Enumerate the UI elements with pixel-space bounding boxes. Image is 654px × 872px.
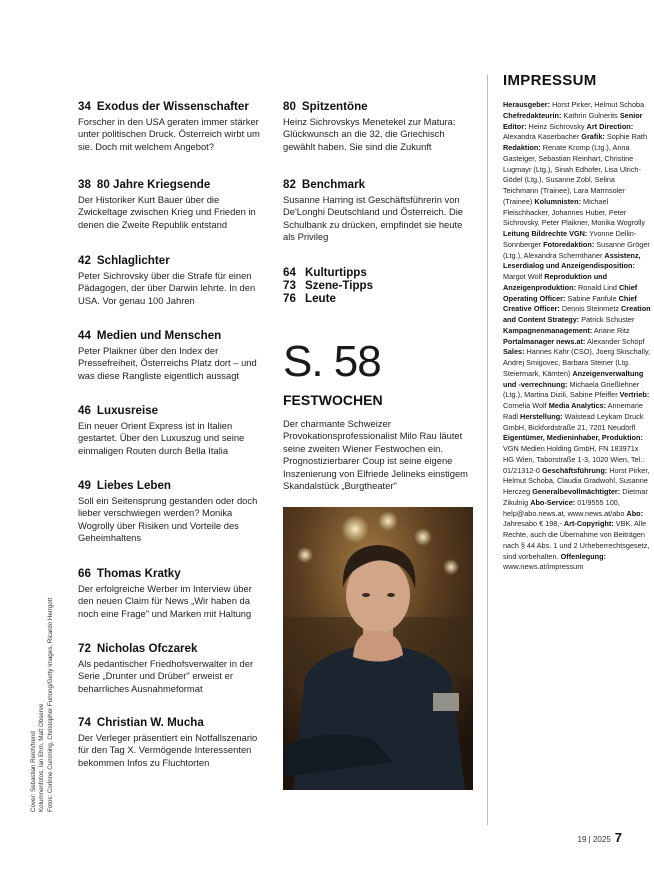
entry-title: Nicholas Ofczarek xyxy=(96,642,198,655)
entry-text: Peter Sichrovsky über die Strafe für einen Pädagogen, der über Darwin lehrte. In den USA. Vor genau 100 Jahren xyxy=(78,270,256,306)
entry-title: Luxusreise xyxy=(96,404,159,417)
page-number: 49 xyxy=(78,479,91,492)
entry-text: Peter Plaikner über den Index der Pressefreiheit, Österreichs Platz dort – und was diese Rangliste eigentlich aussagt xyxy=(78,345,257,381)
entry-title: Thomas Kratky xyxy=(96,567,181,580)
list-item xyxy=(283,178,473,244)
list-item xyxy=(78,642,268,695)
page-number: 74 xyxy=(78,716,91,729)
list-item xyxy=(78,404,268,457)
list-item: 73 Szene-Tipps xyxy=(283,279,374,292)
page-number: 38 xyxy=(78,178,91,191)
impressum-text: Herausgeber: Horst Pirker, Helmut Schoba Chefredakteurin: Kathrin Gulnerits Senior Editor: Heinz Sichrovsky Art Direction: Alexandra Kaserbacher Grafik: Sophie Rath Redaktion: Renate Kromp (Ltg.), Anna Gasteiger, Sebastian Reinhart, Christine Lugmayr (Ltg.), Sinah Edhofer, Lisa Ulrich-Gödel (Ltg.), Susanne Zobl, Selina Teichmann (Trainee), Lara Marmsoler (Trainee) Kolumnisten: Michael Fleischhacker, Johannes Huber, Peter Sichrovsky, Peter Plaikner, Monika Wogrolly Leitung Bildrechte VGN: Yvonne Dellin-Sonnberger Fotoredaktion: Susanne Gröger (Ltg.), Alexandra Schernthaner Assistenz, Leserdialog und Anzeigendisposition: Margot Wolf Reproduktion und Anzeigenproduktion: Ronald Lind Chief Operating Officer: Sabine Fanfule Chief Creative Officer: Dennis Steinmetz Creation and Content Strategy: Patrick Schuster Kampagnenmanagement: Ariane Ritz Portalmanager news.at: Alexander Schöpf Sales: Hannes Kahr (CSO), Joerg Skischally, Andrej Smigovec, Barbara Steiner (Ltg. Steiermark, Kärnten) Anzeigenverwaltung und -verrechnung: Michaela Grießlehner (Ltg.), Martina Dizili, Sabine Pfeiffer Vertrieb: Cornelia Wolf Media Analytics: Annemarie Radl Herstellung: Walstead Leykam Druck GmbH, Bickfordstraße 21, 7201 Neudörfl Eigentümer, Medieninhaber, Produktion: VGN Medien Holding GmbH, FN 183971x HG Wien, Taborstraße 1-3, 1020 Wien, Tel.: 01/21312-0 Geschäftsführung: Horst Pirker, Helmut Schoba, Claudia Gradwohl, Susanne Herczeg Generalbevollmächtigter: Dietmar Zikulnig Abo-Service: 01/9555 100, help@abo.news.at, www.news.at/abo Abo: Jahresabo € 198,- Art-Copyright: VBK. Alle Rechte, auch die Übernahme von Beiträgen nach § 44 Abs. 1 und 2 Urheberrechtsgesetz, sind vorbehalten. Offenlegung: www.news.at/impressum xyxy=(503,100,651,572)
entry-text: Heinz Sichrovskys Menetekel zur Matura: Glückwunsch an die 32, die Griechisch gewählt haben. Sie sind die Zukunft xyxy=(283,116,456,152)
page-number: 46 xyxy=(78,404,91,417)
entry-title: Spitzentöne xyxy=(301,100,368,113)
page-number: 80 xyxy=(283,100,296,113)
folio xyxy=(578,830,622,845)
feature-title: FESTWOCHEN xyxy=(283,392,383,408)
feature-photo xyxy=(283,507,473,790)
page-folio-number: 7 xyxy=(614,830,622,845)
feature-page-number: S. 58 xyxy=(283,337,381,386)
entry-title: Exodus der Wissenschafter xyxy=(96,100,249,113)
page-number: 44 xyxy=(78,329,91,342)
list-item: 76 Leute xyxy=(283,292,336,305)
entry-title: Medien und Menschen xyxy=(96,329,222,342)
page-number: 72 xyxy=(78,642,91,655)
entry-text: Susanne Harring ist Geschäftsführerin von De'Longhi Deutschland und Österreich. Die Schulbank zu drücken, empfindet sie heute als Privileg xyxy=(283,194,464,243)
entry-title: 80 Jahre Kriegsende xyxy=(96,178,211,191)
list-item xyxy=(78,329,268,382)
entry-text: Soll ein Seitensprung gestanden oder doch lieber verschwiegen werden? Monika Wogrolly über Risiken und Vorteile des Geheimhaltens xyxy=(78,495,258,544)
page-number: 42 xyxy=(78,254,91,267)
list-item: 64 Kulturtipps xyxy=(283,266,367,279)
list-item xyxy=(78,567,268,620)
list-item xyxy=(78,479,268,545)
list-item xyxy=(78,100,268,153)
entry-title: Schlaglichter xyxy=(96,254,170,267)
list-item xyxy=(78,716,268,769)
page-number: 82 xyxy=(283,178,296,191)
entry-text: Als pedantischer Friedhofsverwalter in der Serie „Drunter und Drüber" erweist er beharrliches Ausnahmeformat xyxy=(78,658,254,694)
entry-title: Benchmark xyxy=(301,178,366,191)
entry-title: Liebes Leben xyxy=(96,479,171,492)
entry-title: Christian W. Mucha xyxy=(96,716,204,729)
entry-text: Der Verleger präsentiert ein Notfallszenario für den Tag X. Vermögende Interessenten bekommen Infos zu Fluchtorten xyxy=(78,732,258,768)
list-item xyxy=(78,254,268,307)
entry-text: Der Historiker Kurt Bauer über die Zwickeltage zwischen Krieg und Frieden in denen die Zweite Republik entstand xyxy=(78,194,256,230)
issue-label: 19 | 2025 xyxy=(577,835,611,844)
entry-text: Ein neuer Orient Express ist in Italien gestartet. Über den Luxuszug und seine einmaligen Routen durch Bella Italia xyxy=(78,420,245,456)
column-divider xyxy=(487,75,488,825)
entry-text: Forscher in den USA geraten immer stärker unter politischen Druck. Österreich wirbt um sie. Doch mit welchem Angebot? xyxy=(78,116,260,152)
entry-text: Der erfolgreiche Werber im Interview über den neuen Claim für News „Wir haben da noch eine Frage" und Marken mit Haltung xyxy=(78,583,252,619)
photo-credits: Cover: Sebastian Reich/trend Kolumnenfotos: Ian Ehm, Matt Observe Fotos: Corinne Cumming, Christopher Furlong/Getty Images, Ricardo Herrgott xyxy=(30,597,54,812)
page-number: 66 xyxy=(78,567,91,580)
short-items-list xyxy=(283,266,373,305)
impressum-title: IMPRESSUM xyxy=(503,72,597,89)
list-item xyxy=(78,178,268,231)
list-item xyxy=(283,100,473,153)
feature-text: Der charmante Schweizer Provokationsprofessionalist Milo Rau läutet seine zweiten Wiener Festwochen ein. Prognostizierbarer Coup ist seine eigene Inszenierung von Elfriede Jelineks einstigem Skandalstück „Burgtheater" xyxy=(283,418,468,492)
page-number: 34 xyxy=(78,100,91,113)
